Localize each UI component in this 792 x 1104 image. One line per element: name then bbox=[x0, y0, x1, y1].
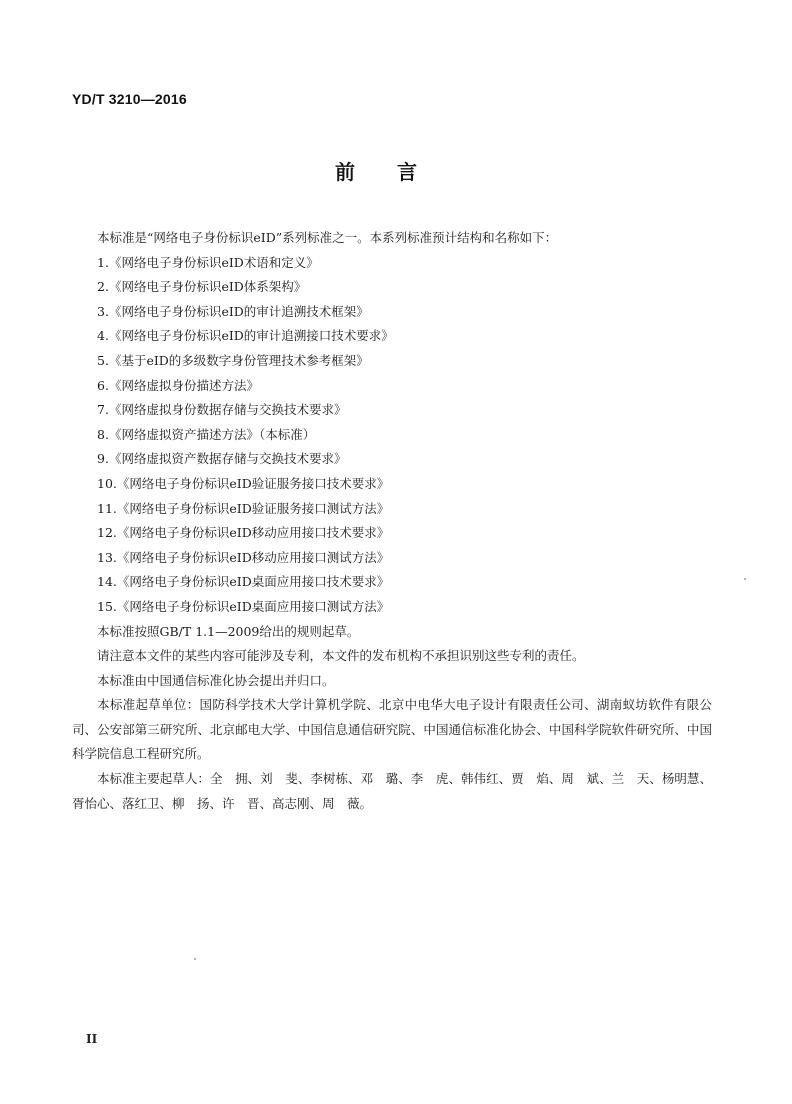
list-item: 6.《网络虚拟身份描述方法》 bbox=[97, 377, 259, 393]
series-list bbox=[72, 251, 712, 620]
scan-speck bbox=[744, 578, 746, 580]
title-char-1: 前 bbox=[335, 160, 355, 184]
list-item: 3.《网络电子身份标识eID的审计追溯技术框架》 bbox=[97, 303, 369, 319]
intro-paragraph: 本标准是“网络电子身份标识eID”系列标准之一。本系列标准预计结构和名称如下： bbox=[97, 230, 558, 245]
scan-speck bbox=[194, 958, 196, 960]
list-item: 9.《网络虚拟资产数据存储与交换技术要求》 bbox=[97, 451, 347, 467]
list-item: 2.《网络电子身份标识eID体系架构》 bbox=[97, 279, 307, 295]
list-item: 4.《网络电子身份标识eID的审计追溯接口技术要求》 bbox=[97, 328, 394, 344]
list-item: 13.《网络电子身份标识eID移动应用接口测试方法》 bbox=[97, 549, 390, 565]
title-char-2: 言 bbox=[397, 160, 417, 184]
list-item: 14.《网络电子身份标识eID桌面应用接口技术要求》 bbox=[97, 574, 390, 590]
list-item: 7.《网络虚拟身份数据存储与交换技术要求》 bbox=[97, 402, 347, 418]
list-item: 11.《网络电子身份标识eID验证服务接口测试方法》 bbox=[97, 500, 390, 516]
list-item: 10.《网络电子身份标识eID验证服务接口技术要求》 bbox=[97, 475, 390, 491]
page-title bbox=[0, 156, 752, 185]
list-item: 12.《网络电子身份标识eID移动应用接口技术要求》 bbox=[97, 525, 390, 541]
patent-notice-paragraph: 请注意本文件的某些内容可能涉及专利，本文件的发布机构不承担识别这些专利的责任。 bbox=[97, 648, 585, 664]
list-item: 15.《网络电子身份标识eID桌面应用接口测试方法》 bbox=[97, 598, 390, 614]
drafters-paragraph: 本标准主要起草人：全 拥、刘 斐、李树栋、邓 璐、李 虎、韩伟红、贾 焰、周 斌、兰 天、杨明慧、胥怡心、落红卫、柳 扬、许 晋、高志刚、周 薇。 bbox=[72, 771, 712, 811]
proposer-paragraph: 本标准由中国通信标准化协会提出并归口。 bbox=[97, 672, 335, 688]
page-number: II bbox=[86, 1032, 98, 1046]
drafting-units-paragraph: 本标准起草单位：国防科学技术大学计算机学院、北京中电华大电子设计有限责任公司、湖南蚁坊软件有限公司、公安部第三研究所、北京邮电大学、中国信息通信研究院、中国通信标准化协会、中国科学院软件研究所、中国科学院信息工程研究所。 bbox=[72, 697, 712, 762]
standard-code: YD/T 3210—2016 bbox=[72, 91, 187, 107]
preface-body bbox=[72, 226, 712, 816]
list-item: 8.《网络虚拟资产描述方法》（本标准） bbox=[97, 426, 316, 442]
drafting-rule-paragraph: 本标准按照GB/T 1.1—2009给出的规则起草。 bbox=[97, 623, 360, 639]
list-item: 5.《基于eID的多级数字身份管理技术参考框架》 bbox=[97, 352, 369, 368]
list-item: 1.《网络电子身份标识eID术语和定义》 bbox=[97, 254, 319, 270]
